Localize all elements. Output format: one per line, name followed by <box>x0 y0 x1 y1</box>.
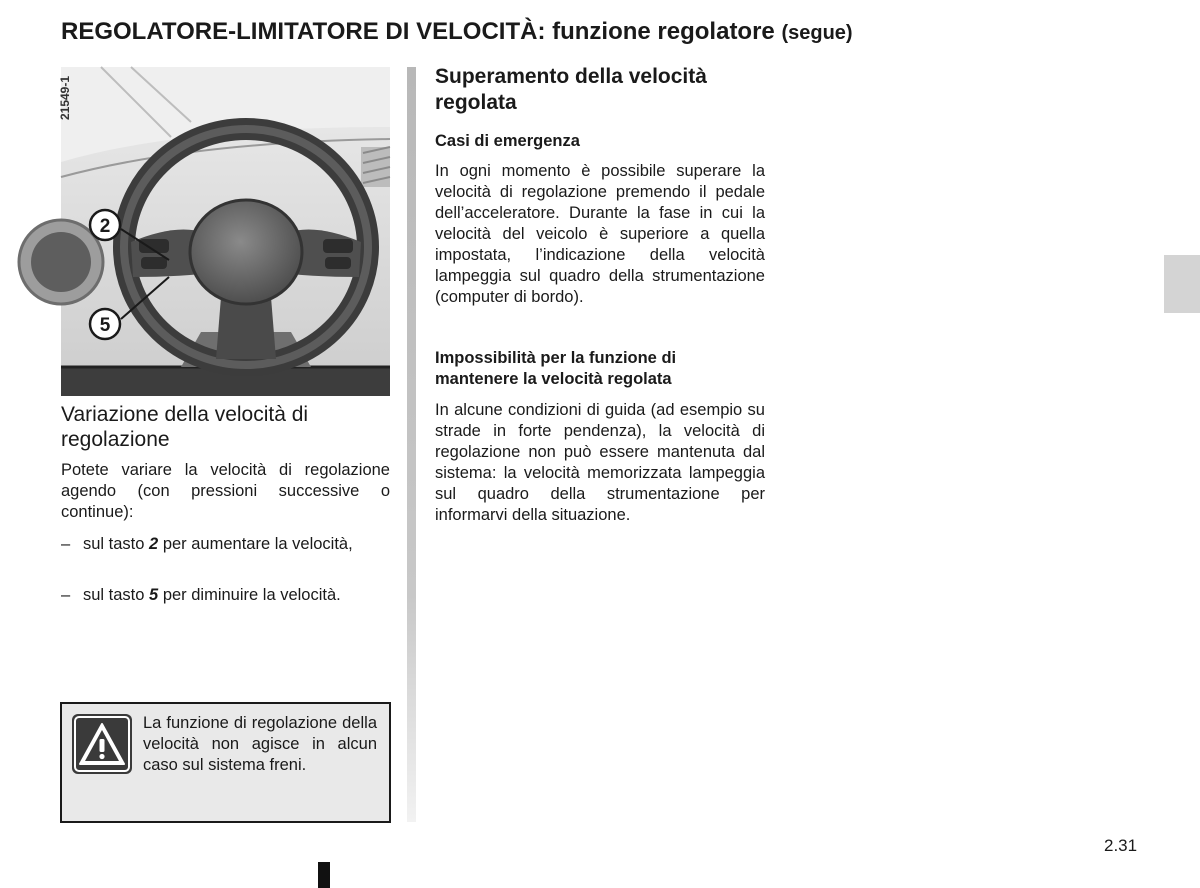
list-item-text: sul tasto 5 per diminuire la velocità. <box>83 586 341 604</box>
callout-2: 2 <box>99 216 111 237</box>
figure-code <box>58 69 81 129</box>
callout-5: 5 <box>99 315 111 336</box>
page-title <box>61 18 853 46</box>
page-number: 2.31 <box>1104 836 1138 855</box>
section-heading-superamento: Superamento della velocità regolata <box>435 65 707 114</box>
emergenza-paragraph: In ogni momento è possibile superare la velocità di regolazione premendo il pedale dell’acceleratore. Durante la fase in cui la velocità del veicolo è superiore a quella impostata, l’indicazione della velocità lampeggia sul quadro della strumentazione (computer di bordo). <box>435 162 765 306</box>
intro-paragraph: Potete variare la velocità di regolazione agendo (con pressioni successive o continue): <box>61 461 390 521</box>
section-heading-variazione: Variazione della velocità di regolazione <box>61 403 309 451</box>
crop-mark <box>318 862 330 888</box>
list-dash: – <box>61 586 71 604</box>
column-separator <box>407 67 416 822</box>
list-item-increase <box>61 534 390 576</box>
title-continued: (segue) <box>781 22 853 44</box>
warning-triangle-icon <box>72 714 132 774</box>
impossibilita-paragraph: In alcune condizioni di guida (ad esempio su strade in forte pendenza), la velocità di regolazione non può essere mantenuta dal sistema: la velocità memorizzata lampeggia sul quadro della strumentazione per informarvi della situazione. <box>435 401 765 524</box>
key-2: 2 <box>149 535 159 553</box>
key-5: 5 <box>149 586 159 604</box>
list-item-text: sul tasto 2 per aumentare la velocità, <box>83 535 353 553</box>
warning-text: La funzione di regolazione della velocità non agisce in alcun caso sul sistema freni. <box>143 714 377 774</box>
list-dash: – <box>61 535 71 553</box>
chapter-tab <box>1164 255 1200 313</box>
title-main: REGOLATORE-LIMITATORE DI VELOCITÀ: funzione regolatore <box>61 18 775 45</box>
subheading-emergenza: Casi di emergenza <box>435 132 580 150</box>
figure-code-text: 21549-1 <box>58 75 73 121</box>
list-item-decrease <box>61 585 390 606</box>
steering-wheel-drawing <box>61 67 390 396</box>
subheading-impossibilita: Impossibilità per la funzione di mantenere la velocità regolata <box>435 349 677 388</box>
warning-box <box>60 702 391 823</box>
steering-wheel-illustration <box>58 67 390 396</box>
